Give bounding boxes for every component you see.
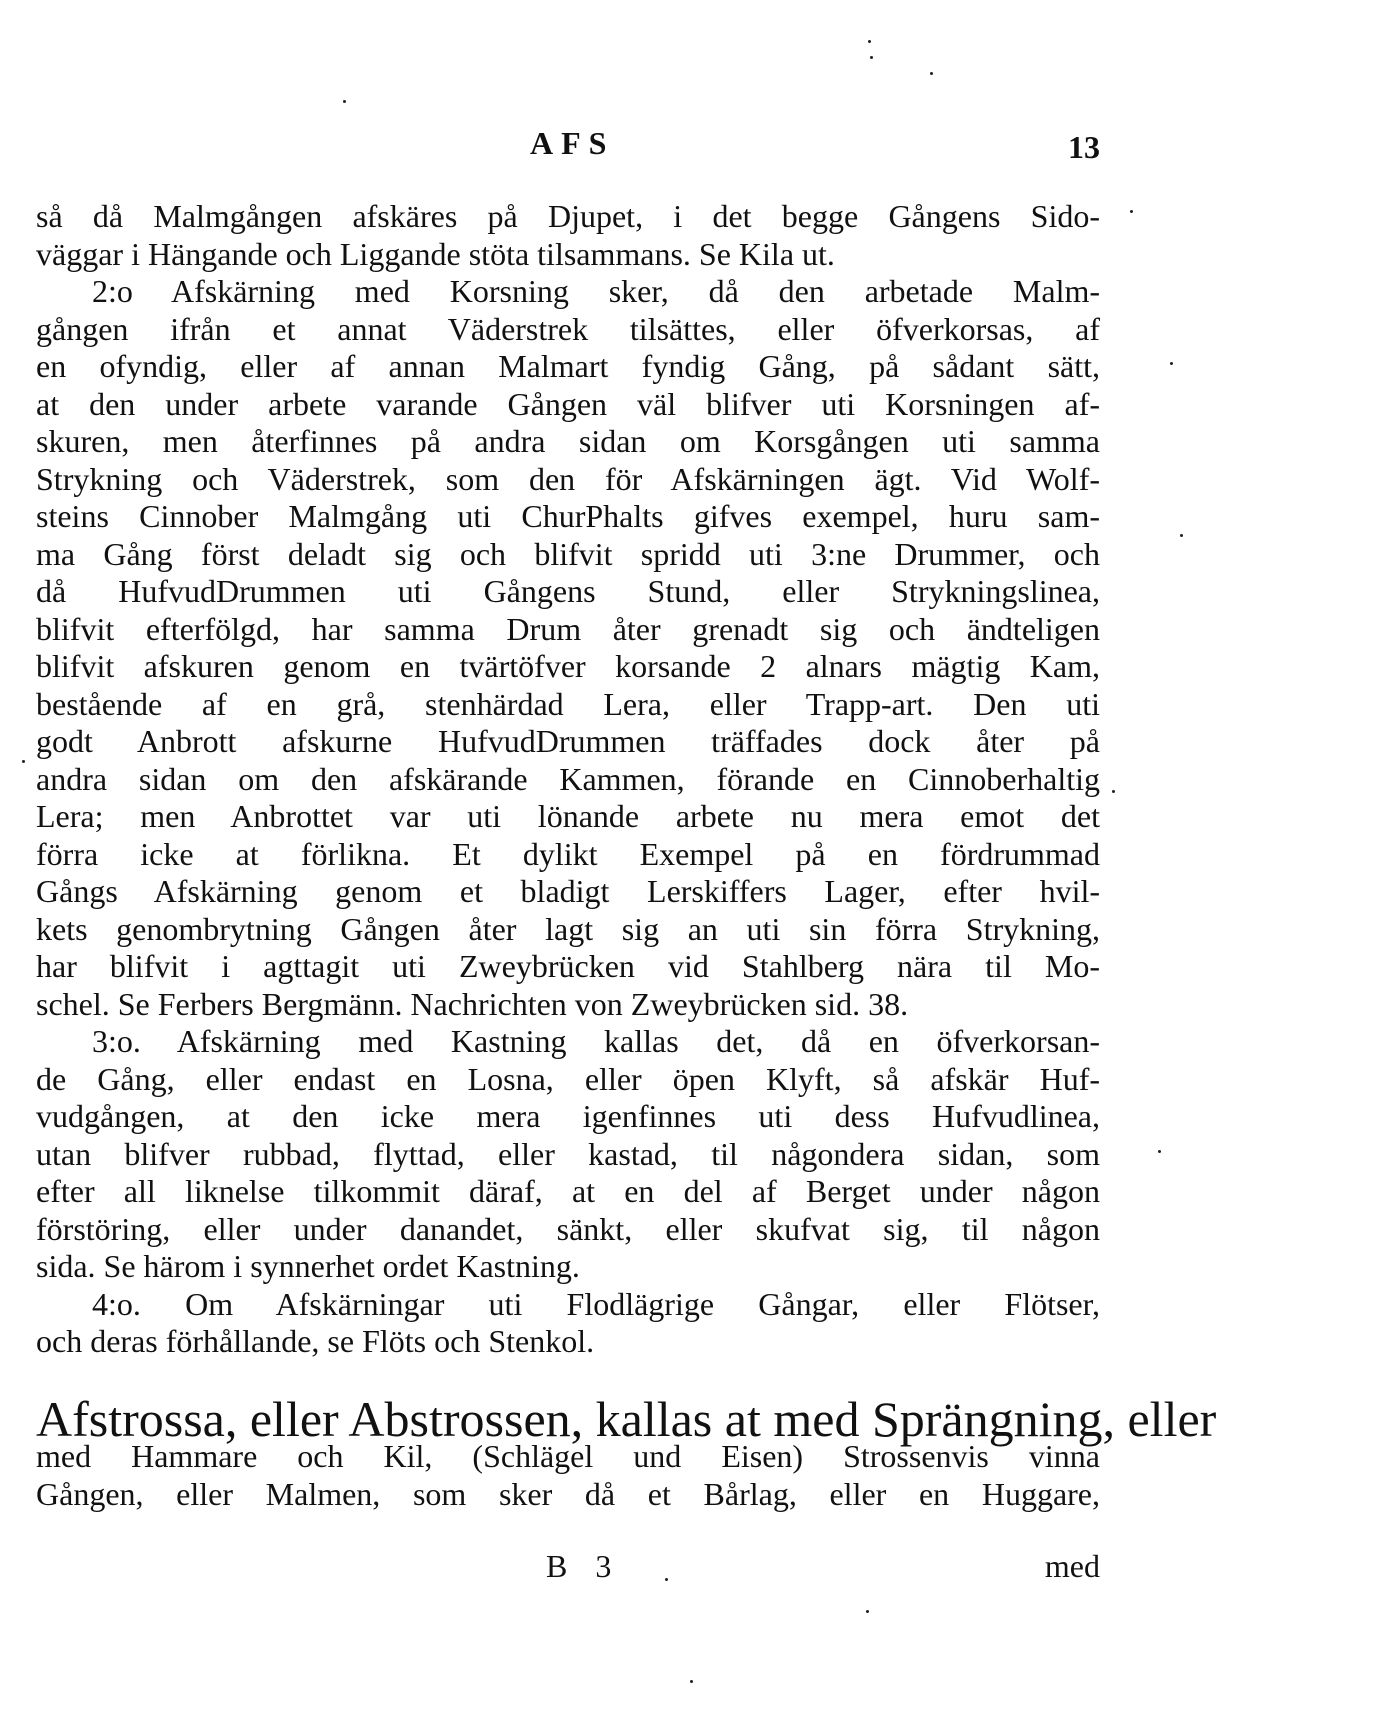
text-line: förstöring, eller under danandet, sänkt, eller skufvat sig, til någon [36,1210,1100,1247]
text-line: gången ifrån et annat Väderstrek tilsättes, eller öfverkorsas, af [36,310,1100,347]
text-line: blifvit efterfölgd, har samma Drum åter grenadt sig och ändteligen [36,610,1100,647]
page-header [40,125,1100,175]
running-head: AFS [530,125,615,161]
text-line: förra icke at förlikna. Et dylikt Exempel på en fördrummad [36,835,1100,872]
paper-speck [1158,1150,1161,1153]
text-line: sida. Se härom i synnerhet ordet Kastning. [36,1248,580,1284]
text-line: väggar i Hängande och Liggande stöta tilsammans. Se Kila ut. [36,235,835,272]
paper-speck [343,100,346,103]
paper-speck [665,1578,668,1581]
text-line: steins Cinnober Malmgång uti ChurPhalts gifves exempel, huru sam- [36,498,1100,534]
text-line: blifvit afskuren genom en tvärtöfver korsande 2 alnars mägtig Kam, [36,648,1100,684]
paper-speck [1180,534,1183,537]
signature-mark: B 3 [546,1548,622,1584]
page-footer [36,1548,1100,1588]
paper-speck [1170,362,1173,365]
paper-speck [690,1680,693,1683]
text-line: kets genombrytning Gången åter lagt sig an uti sin förra Strykning, [36,910,1100,947]
text-line: då HufvudDrummen uti Gångens Stund, eller Strykningslinea, [36,573,1100,609]
paper-speck [1130,210,1133,213]
text-line: skuren, men återfinnes på andra sidan om Korsgången uti samma [36,423,1100,459]
text-line: en ofyndig, eller af annan Malmart fyndig Gång, på sådant sätt, [36,348,1100,384]
paragraph-start-line: 2:o Afskärning med Korsning sker, då den arbetade Malm- [92,273,1100,309]
paper-speck [868,40,871,43]
paper-speck [22,760,25,763]
text-line: vudgången, at den icke mera igenfinnes uti dess Hufvudlinea, [36,1098,1100,1134]
catchword: med [1044,1548,1100,1584]
text-line: de Gång, eller endast en Losna, eller öpen Klyft, så afskär Huf- [36,1060,1100,1097]
text-line: at den under arbete varande Gången väl blifver uti Korsningen af- [36,385,1100,422]
page-number: 13 [1068,129,1100,165]
paragraph-start-line: 4:o. Om Afskärningar uti Flodlägrige Gångar, eller Flötser, [92,1285,1100,1322]
text-line: har blifvit i agttagit uti Zweybrücken vid Stahlberg nära til Mo- [36,948,1100,984]
paper-speck [870,56,873,59]
entry-headword-line: Afstrossa, eller Abstrossen, kallas at med Sprängning, eller [36,1390,1217,1447]
text-line: Lera; men Anbrottet var uti lönande arbete nu mera emot det [36,798,1100,834]
paper-speck [930,72,933,75]
text-line: schel. Se Ferbers Bergmänn. Nachrichten von Zweybrücken sid. 38. [36,985,909,1022]
text-line: ma Gång först deladt sig och blifvit spridd uti 3:ne Drummer, och [36,535,1100,572]
body-text [36,198,1217,1513]
text-line: så då Malmgången afskäres på Djupet, i det begge Gångens Sido- [36,198,1100,234]
text-line: och deras förhållande, se Flöts och Stenkol. [36,1323,595,1359]
text-line: Gången, eller Malmen, som sker då et Bårlag, eller en Huggare, [36,1475,1100,1512]
text-line: med Hammare och Kil, (Schlägel und Eisen) Strossenvis vinna [36,1438,1100,1474]
text-line: Gångs Afskärning genom et bladigt Lerskiffers Lager, efter hvil- [36,873,1100,909]
text-line: efter all liknelse tilkommit däraf, at en del af Berget under någon [36,1173,1100,1209]
text-line: bestående af en grå, stenhärdad Lera, eller Trapp-art. Den uti [36,685,1100,722]
paper-speck [1112,790,1115,793]
paper-speck [866,1610,869,1613]
text-line: andra sidan om den afskärande Kammen, förande en Cinnoberhaltig [36,760,1100,797]
paragraph-start-line: 3:o. Afskärning med Kastning kallas det, då en öfverkorsan- [92,1023,1100,1059]
text-line: Strykning och Väderstrek, som den för Afskärningen ägt. Vid Wolf- [36,460,1100,497]
text-line: utan blifver rubbad, flyttad, eller kastad, til någondera sidan, som [36,1135,1100,1172]
text-line: godt Anbrott afskurne HufvudDrummen träffades dock åter på [36,723,1100,759]
